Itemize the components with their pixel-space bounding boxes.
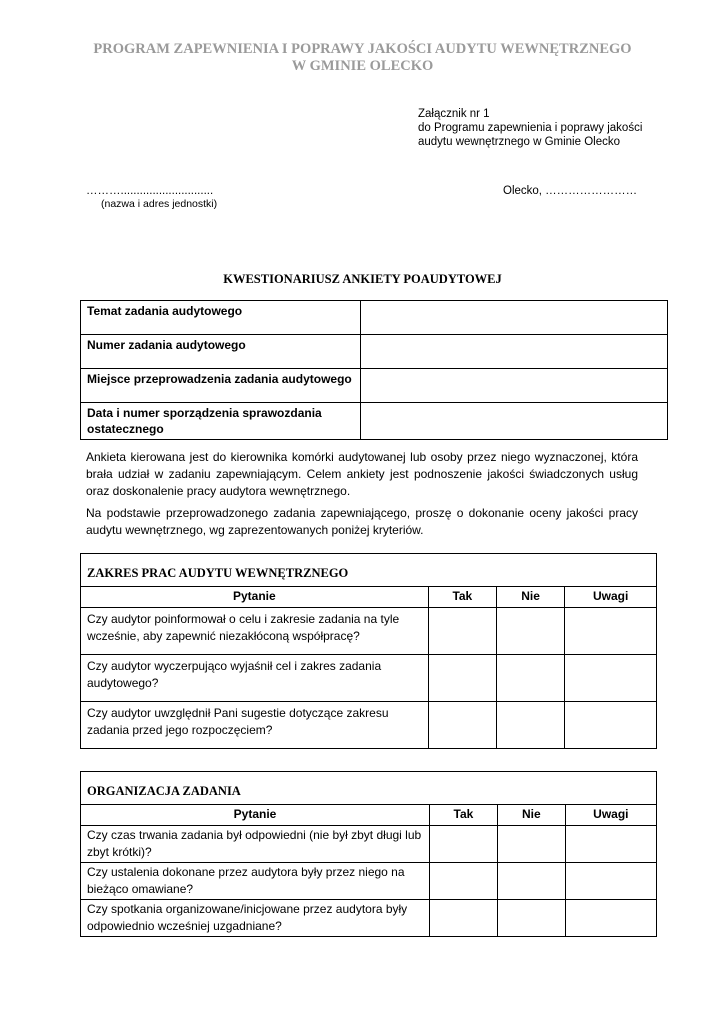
annex-note (418, 107, 642, 149)
question-text: Czy czas trwania zadania był odpowiedni (nie był zbyt długi lub zbyt krótki)? (81, 826, 430, 863)
section-scope-table (80, 553, 657, 749)
answer-yes-cell[interactable] (428, 702, 496, 749)
column-question: Pytanie (81, 587, 429, 608)
table-row (81, 863, 657, 900)
intro-paragraph: Ankieta kierowana jest do kierownika komórki audytowanej lub osoby przez niego wyznaczonej, która brała udział w zadaniu zapewniającym. Celem ankiety jest podnoszenie jakości świadczonych usług oraz doskonalenie pracy audytora wewnętrznego. (86, 450, 638, 498)
place-date-field[interactable]: Olecko, …………………… (503, 185, 638, 197)
column-yes: Tak (429, 805, 497, 826)
answer-yes-cell[interactable] (429, 900, 497, 937)
annex-line-1: Załącznik nr 1 (418, 108, 490, 120)
answer-no-cell[interactable] (496, 702, 564, 749)
document-header (0, 41, 725, 75)
audit-info-table (80, 300, 668, 440)
info-value-field[interactable] (361, 335, 668, 369)
answer-yes-cell[interactable] (428, 608, 496, 655)
annex-line-3: audytu wewnętrznego w Gminie Olecko (418, 136, 620, 148)
table-row (81, 826, 657, 863)
info-label: Miejsce przeprowadzenia zadania audytowego (81, 369, 361, 403)
unit-name-label: (nazwa i adres jednostki) (101, 198, 218, 210)
answer-no-cell[interactable] (496, 655, 564, 702)
document-title: KWESTIONARIUSZ ANKIETY POAUDYTOWEJ (223, 272, 502, 286)
instruction-paragraph: Na podstawie przeprowadzonego zadania zapewniającego, proszę o dokonanie oceny jakości pracy audytu wewnętrznego, wg zaprezentowanych poniżej kryteriów. (86, 506, 638, 537)
table-row (81, 301, 668, 335)
column-header-row (81, 805, 657, 826)
table-row (81, 655, 657, 702)
table-row (81, 335, 668, 369)
answer-no-cell[interactable] (497, 826, 565, 863)
section-organization-table (80, 771, 657, 937)
notes-cell[interactable] (565, 900, 656, 937)
column-notes: Uwagi (565, 805, 656, 826)
info-value-field[interactable] (361, 301, 668, 335)
info-label: Numer zadania audytowego (81, 335, 361, 369)
notes-cell[interactable] (565, 863, 656, 900)
notes-cell[interactable] (565, 655, 657, 702)
column-yes: Tak (428, 587, 496, 608)
info-label: Temat zadania audytowego (81, 301, 361, 335)
question-text: Czy audytor uwzględnił Pani sugestie dotyczące zakresu zadania przed jego rozpoczęciem? (81, 702, 429, 749)
annex-line-2: do Programu zapewnienia i poprawy jakości (418, 122, 643, 134)
column-question: Pytanie (81, 805, 430, 826)
table-row (81, 702, 657, 749)
answer-yes-cell[interactable] (428, 655, 496, 702)
notes-cell[interactable] (565, 826, 656, 863)
section-title-row (81, 554, 657, 587)
table-row (81, 369, 668, 403)
question-text: Czy spotkania organizowane/inicjowane przez audytora były odpowiednio wcześniej uzgadniane? (81, 900, 430, 937)
column-no: Nie (496, 587, 564, 608)
notes-cell[interactable] (565, 702, 657, 749)
section-title: ORGANIZACJA ZADANIA (81, 772, 657, 805)
section-title: ZAKRES PRAC AUDYTU WEWNĘTRZNEGO (81, 554, 657, 587)
answer-no-cell[interactable] (497, 863, 565, 900)
question-text: Czy audytor poinformował o celu i zakresie zadania na tyle wcześnie, aby zapewnić niezakłóconą współpracę? (81, 608, 429, 655)
header-line-1: PROGRAM ZAPEWNIENIA I POPRAWY JAKOŚCI AUDYTU WEWNĘTRZNEGO (93, 41, 632, 57)
answer-no-cell[interactable] (497, 900, 565, 937)
notes-cell[interactable] (565, 608, 657, 655)
unit-name-field[interactable]: ………............................. (86, 185, 214, 197)
table-row (81, 403, 668, 440)
header-line-2: W GMINIE OLECKO (291, 58, 434, 74)
answer-yes-cell[interactable] (429, 863, 497, 900)
question-text: Czy audytor wyczerpująco wyjaśnił cel i zakres zadania audytowego? (81, 655, 429, 702)
section-title-row (81, 772, 657, 805)
answer-no-cell[interactable] (496, 608, 564, 655)
info-label: Data i numer sporządzenia sprawozdania ostatecznego (81, 403, 361, 440)
table-row (81, 608, 657, 655)
info-value-field[interactable] (361, 369, 668, 403)
answer-yes-cell[interactable] (429, 826, 497, 863)
info-value-field[interactable] (361, 403, 668, 440)
column-header-row (81, 587, 657, 608)
table-row (81, 900, 657, 937)
column-no: Nie (497, 805, 565, 826)
column-notes: Uwagi (565, 587, 657, 608)
question-text: Czy ustalenia dokonane przez audytora były przez niego na bieżąco omawiane? (81, 863, 430, 900)
